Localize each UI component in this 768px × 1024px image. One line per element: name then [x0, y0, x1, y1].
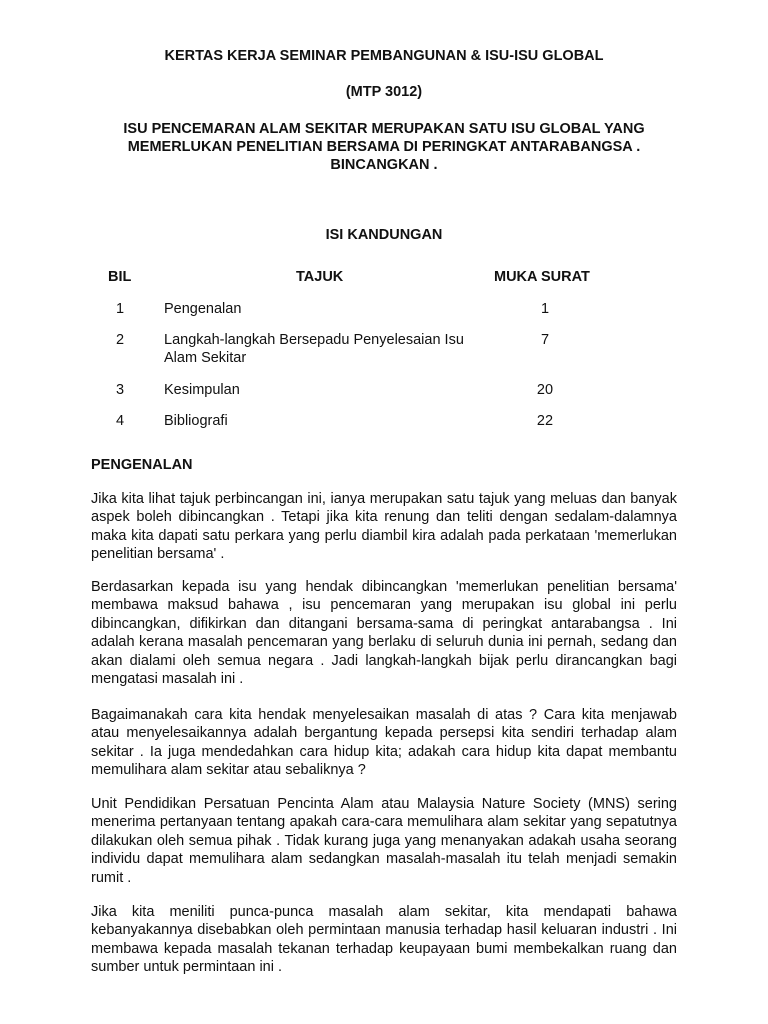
question-line-1: ISU PENCEMARAN ALAM SEKITAR MERUPAKAN SATU ISU GLOBAL YANG [123, 121, 645, 137]
toc-col-tajuk: TAJUK [296, 269, 344, 285]
paragraph: Jika kita meniliti punca-punca masalah alam sekitar, kita mendapati bahawa kebanyakannya disebabkan oleh permintaan manusia terhadap hasil keluaran industri . Ini membawa kepada masalah tekanan terhadap keupayaan bumi membekalkan ruang dan sumber untuk permintaan ini . [91, 904, 677, 976]
toc-row-title: Bibliografi [164, 413, 228, 429]
toc-row-number: 3 [115, 382, 125, 398]
toc-col-muka-surat: MUKA SURAT [494, 269, 590, 285]
toc-row-page: 20 [536, 382, 554, 398]
toc-col-bil: BIL [108, 269, 132, 285]
toc-row-number: 1 [115, 301, 125, 317]
course-code: (MTP 3012) [345, 84, 423, 100]
question-line-3: BINCANGKAN . [330, 157, 438, 173]
paragraph: Unit Pendidikan Persatuan Pencinta Alam atau Malaysia Nature Society (MNS) sering menerima pertanyaan tentang apakah cara-cara memulihara alam sekitar yang sepatutnya dilakukan oleh semua pihak . Tidak kurang juga yang menanyakan adakah usaha seorang individu dapat memulihara alam sedangkan masalah-masalah itu telah menjadi semakin rumit . [91, 796, 677, 886]
toc-row-page: 7 [540, 332, 550, 348]
question-line-2: MEMERLUKAN PENELITIAN BERSAMA DI PERINGKAT ANTARABANGSA . [127, 139, 641, 155]
paragraph: Jika kita lihat tajuk perbincangan ini, ianya merupakan satu tajuk yang meluas dan banyak aspek boleh dibincangkan . Tetapi jika kita renung dan teliti dengan sedalam-dalamnya maka kita dapati satu perkara yang perlu diambil kira adalah pada perkataan 'memerlukan penelitian bersama' . [91, 491, 677, 563]
toc-heading: ISI KANDUNGAN [325, 227, 443, 243]
toc-row-title: Pengenalan [164, 301, 242, 317]
toc-row-number: 4 [115, 413, 125, 429]
section-heading-pengenalan: PENGENALAN [91, 457, 193, 473]
paragraph: Bagaimanakah cara kita hendak menyelesaikan masalah di atas ? Cara kita menjawab atau menyelesaikannya adalah bergantung kepada persepsi kita sendiri terhadap alam sekitar . Ia juga mendedahkan cara hidup kita; adakah cara hidup kita dapat membantu memulihara alam sekitar atau sebaliknya ? [91, 707, 677, 779]
paragraph: Berdasarkan kepada isu yang hendak dibincangkan 'memerlukan penelitian bersama' membawa maksud bahawa , isu pencemaran yang merupakan isu global ini perlu dibincangkan, difikirkan dan ditangani bersama-sama di peringkat antarabangsa . Ini adalah kerana masalah pencemaran yang berlaku di seluruh dunia ini pernah, sedang dan akan dialami oleh semua negara . Jadi langkah-langkah bijak perlu dirancangkan bagi mengatasi masalah ini . [91, 579, 677, 688]
toc-row-number: 2 [115, 332, 125, 348]
toc-row-page: 1 [540, 301, 550, 317]
toc-row-title: Langkah-langkah Bersepadu Penyelesaian Isu Alam Sekitar [164, 332, 464, 366]
toc-row-title: Kesimpulan [164, 382, 240, 398]
document-title: KERTAS KERJA SEMINAR PEMBANGUNAN & ISU-ISU GLOBAL [164, 48, 604, 64]
toc-row-page: 22 [536, 413, 554, 429]
